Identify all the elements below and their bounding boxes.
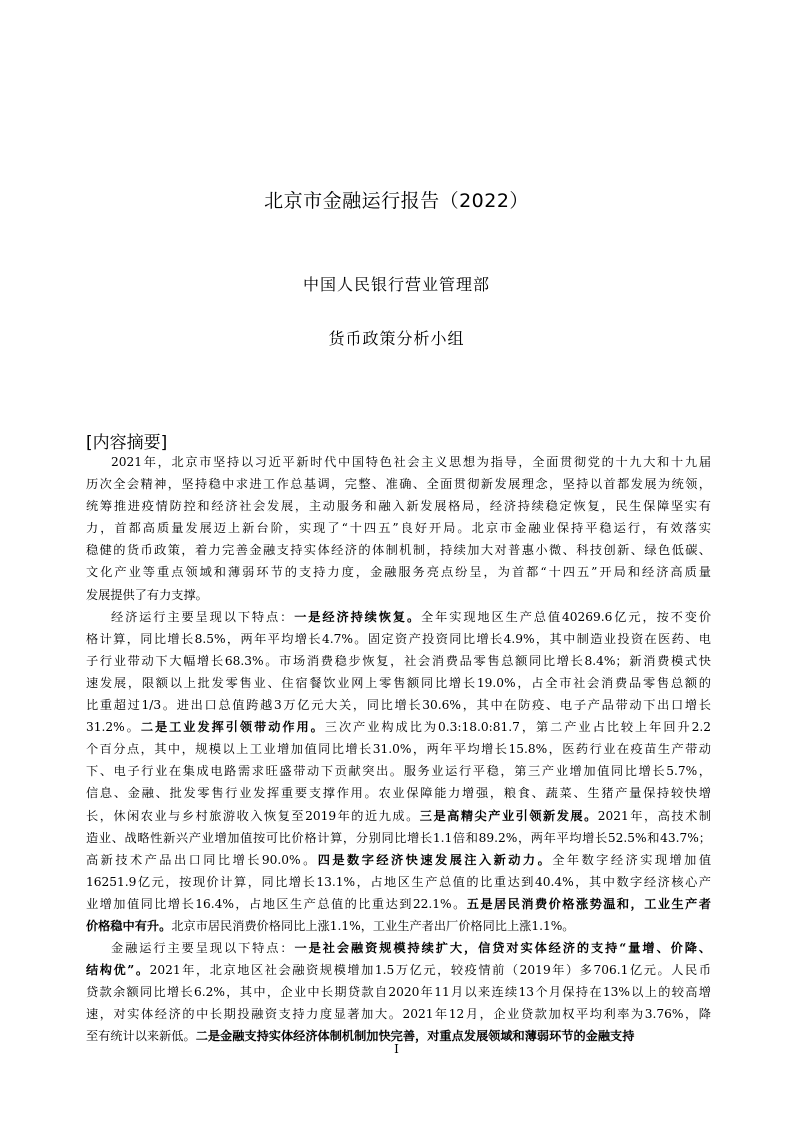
text-line <box>86 959 711 981</box>
text-line <box>86 495 711 517</box>
text-line <box>86 628 711 650</box>
text-line <box>86 716 711 738</box>
text: 2021年，北京市坚持以习近平新时代中国特色社会主义思想为指导，全面贯彻党的十九大和十九届 <box>111 455 711 469</box>
text: 下、电子行业在集成电路需求旺盛带动下贡献突出。服务业运行平稳，第三产业增加值同比增长5.7%， <box>86 764 711 779</box>
text: 力，首都高质量发展迈上新台阶，实现了“十四五”良好开局。北京市金融业保持平稳运行，有效落实 <box>86 521 711 536</box>
text-line <box>86 849 711 871</box>
text: 16251.9亿元，按现价计算，同比增长13.1%，占地区生产总值的比重达到40.4%，其中数字经济核心产 <box>86 874 711 889</box>
text: 全年实现地区生产总值40269.6亿元，按不变价 <box>421 609 712 624</box>
bold-text: 结构优”。 <box>86 963 150 978</box>
text-line <box>86 1003 711 1025</box>
text-line <box>86 451 711 473</box>
text-line <box>86 871 711 893</box>
text: 北京市居民消费价格同比上涨1.1%，工业生产者出厂价格同比上涨1.1%。 <box>171 918 575 933</box>
text-line <box>86 937 711 959</box>
text-line <box>86 517 711 539</box>
text: 子行业带动下大幅增长68.3%。市场消费稳步恢复，社会消费品零售总额同比增长8.4%；新消费模式快 <box>86 653 711 668</box>
text: 金融运行主要呈现以下特点： <box>111 941 295 956</box>
page-number: I <box>394 1042 399 1056</box>
text: 经济运行主要呈现以下特点： <box>111 609 295 624</box>
text: 历次全会精神，坚持稳中求进工作总基调，完整、准确、全面贯彻新发展理念，坚持以首都发展为统领， <box>86 477 711 492</box>
text-line <box>86 672 711 694</box>
text: 速，对实体经济的中长期投融资支持力度显著加大。2021年12月，企业贷款加权平均利率为3.76%，降 <box>86 1007 711 1022</box>
text-line <box>86 915 711 937</box>
abstract-heading: [内容摘要] <box>86 433 168 453</box>
text-line <box>86 981 711 1003</box>
abstract-body <box>86 451 711 1048</box>
text: 个百分点，其中，规模以上工业增加值同比增长31.0%，两年平均增长15.8%，医药行业在疫苗生产带动 <box>86 742 711 757</box>
text: 比重超过1/3。进出口总值跨越3万亿元大关，同比增长30.6%，其中在防疫、电子产品带动下出口增长 <box>86 698 711 713</box>
text-line <box>86 694 711 716</box>
text: 三次产业构成比为0.3:18.0:81.7，第二产业占比较上年回升2.2 <box>324 720 712 735</box>
bold-text: 二是金融支持实体经济体制机制加快完善，对重点发展领域和薄弱环节的金融支持 <box>195 1029 635 1044</box>
text-line <box>86 561 711 583</box>
group-name: 货币政策分析小组 <box>328 329 465 348</box>
text-line <box>86 539 711 561</box>
text: 信息、金融、批发零售行业发挥重要支撑作用。农业保障能力增强，粮食、蔬菜、生猪产量保持较快增 <box>86 786 711 801</box>
text: 2021年，北京地区社会融资规模增加1.5万亿元，较疫情前（2019年）多706.1亿元。人民币 <box>149 963 712 978</box>
bold-text: 三是高精尖产业引领新发展。 <box>419 808 598 823</box>
bold-text: 二是工业发挥引领带动作用。 <box>140 720 325 735</box>
text: 至有统计以来新低。 <box>86 1029 196 1044</box>
text: 文化产业等重点领域和薄弱环节的支持力度，金融服务亮点纷呈，为首都“十四五”开局和经济高质量 <box>86 565 711 580</box>
paragraph <box>86 937 711 1047</box>
paragraph <box>86 451 711 606</box>
organization-name: 中国人民银行营业管理部 <box>302 275 490 294</box>
text-line <box>86 606 711 628</box>
text: 全年数字经济实现增加值 <box>552 852 712 867</box>
text: 速发展，限额以上批发零售业、住宿餐饮业网上零售额同比增长19.0%，占全市社会消费品零售总额的 <box>86 675 711 690</box>
text-line <box>86 760 711 782</box>
text-line <box>86 893 711 915</box>
bold-text: 价格稳中有升。 <box>86 918 172 933</box>
text-line <box>86 473 711 495</box>
text: 高新技术产品出口同比增长90.0%。 <box>86 852 318 867</box>
text-line <box>86 782 711 804</box>
text: 贷款余额同比增长6.2%，其中，企业中长期贷款自2020年11月以来连续13个月保持在13%以上的较高增 <box>86 985 711 1000</box>
text: 长，休闲农业与乡村旅游收入恢复至2019年的近九成。 <box>86 808 420 823</box>
text: 业增加值同比增长16.4%，占地区生产总值的比重达到22.1%。 <box>86 896 467 911</box>
text-line <box>86 805 711 827</box>
text: 发展提供了有力支撑。 <box>86 587 208 602</box>
text: 统筹推进疫情防控和经济社会发展，主动服务和融入新发展格局，经济持续稳定恢复，民生保障坚实有 <box>86 499 711 514</box>
text: 稳健的货币政策，着力完善金融支持实体经济的体制机制，持续加大对普惠小微、科技创新、绿色低碳、 <box>86 543 711 558</box>
text: 格计算，同比增长8.5%，两年平均增长4.7%。固定资产投资同比增长4.9%，其中制造业投资在医药、电 <box>86 631 711 646</box>
bold-text: 一是经济持续恢复。 <box>294 609 422 624</box>
text: 2021年，高技术制 <box>597 808 711 823</box>
text: 31.2%。 <box>86 720 141 735</box>
bold-text: 四是数字经济快速发展注入新动力。 <box>317 852 553 867</box>
text-line <box>86 650 711 672</box>
text: 造业、战略性新兴产业增加值按可比价格计算，分别同比增长1.1倍和89.2%，两年平均增长52.5%和43.7%； <box>86 830 711 845</box>
text-line <box>86 827 711 849</box>
bold-text: 五是居民消费价格涨势温和，工业生产者 <box>466 896 711 911</box>
report-title: 北京市金融运行报告（2022） <box>264 190 529 212</box>
text-line <box>86 738 711 760</box>
bold-text: 一是社会融资规模持续扩大，信贷对实体经济的支持“量增、价降、 <box>294 941 711 956</box>
text-line <box>86 584 711 606</box>
paragraph <box>86 606 711 937</box>
